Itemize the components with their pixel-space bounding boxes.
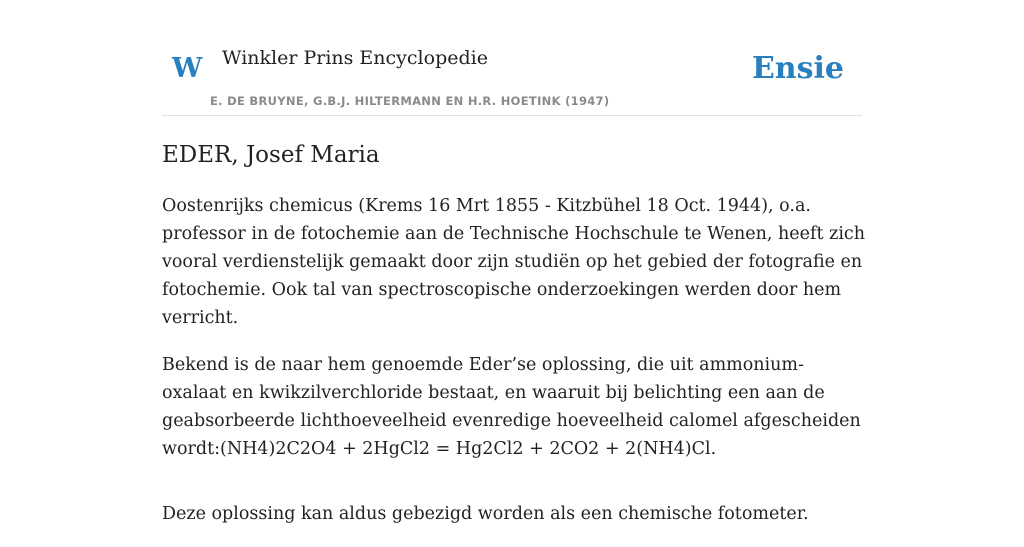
ensie-brand-link[interactable]: Ensie: [751, 51, 844, 86]
article-paragraph: Bekend is de naar hem genoemde Eder’se oplossing, die uit ammonium-oxalaat en kwikzilverchloride bestaat, en waaruit bij belichting een aan de geabsorbeerde lichthoeveelheid evenredige hoeveelheid calomel afgescheiden wordt:(NH4)2C2O4 + 2HgCl2 = Hg2Cl2 + 2CO2 + 2(NH4)Cl.: [162, 355, 861, 459]
article-paragraph: Deze oplossing kan aldus gebezigd worden als een chemische fotometer.: [162, 504, 809, 524]
article-body: [162, 192, 868, 547]
article-paragraph: Oostenrijks chemicus (Krems 16 Mrt 1855 - Kitzbühel 18 Oct. 1944), o.a. professor in de fotochemie aan de Technische Hochschule te Wenen, heeft zich vooral verdienstelijk gemaakt door zijn studiën op het gebied der fotografie en fotochemie. Ook tal van spectroscopische onderzoekingen werden door hem verricht.: [162, 196, 865, 328]
source-title[interactable]: Winkler Prins Encyclopedie: [222, 47, 488, 69]
source-header: [162, 40, 862, 116]
source-authors: E. DE BRUYNE, G.B.J. HILTERMANN EN H.R. HOETINK (1947): [210, 94, 610, 108]
article-title: EDER, Josef Maria: [162, 142, 380, 168]
winkler-prins-logo[interactable]: W: [172, 53, 203, 84]
